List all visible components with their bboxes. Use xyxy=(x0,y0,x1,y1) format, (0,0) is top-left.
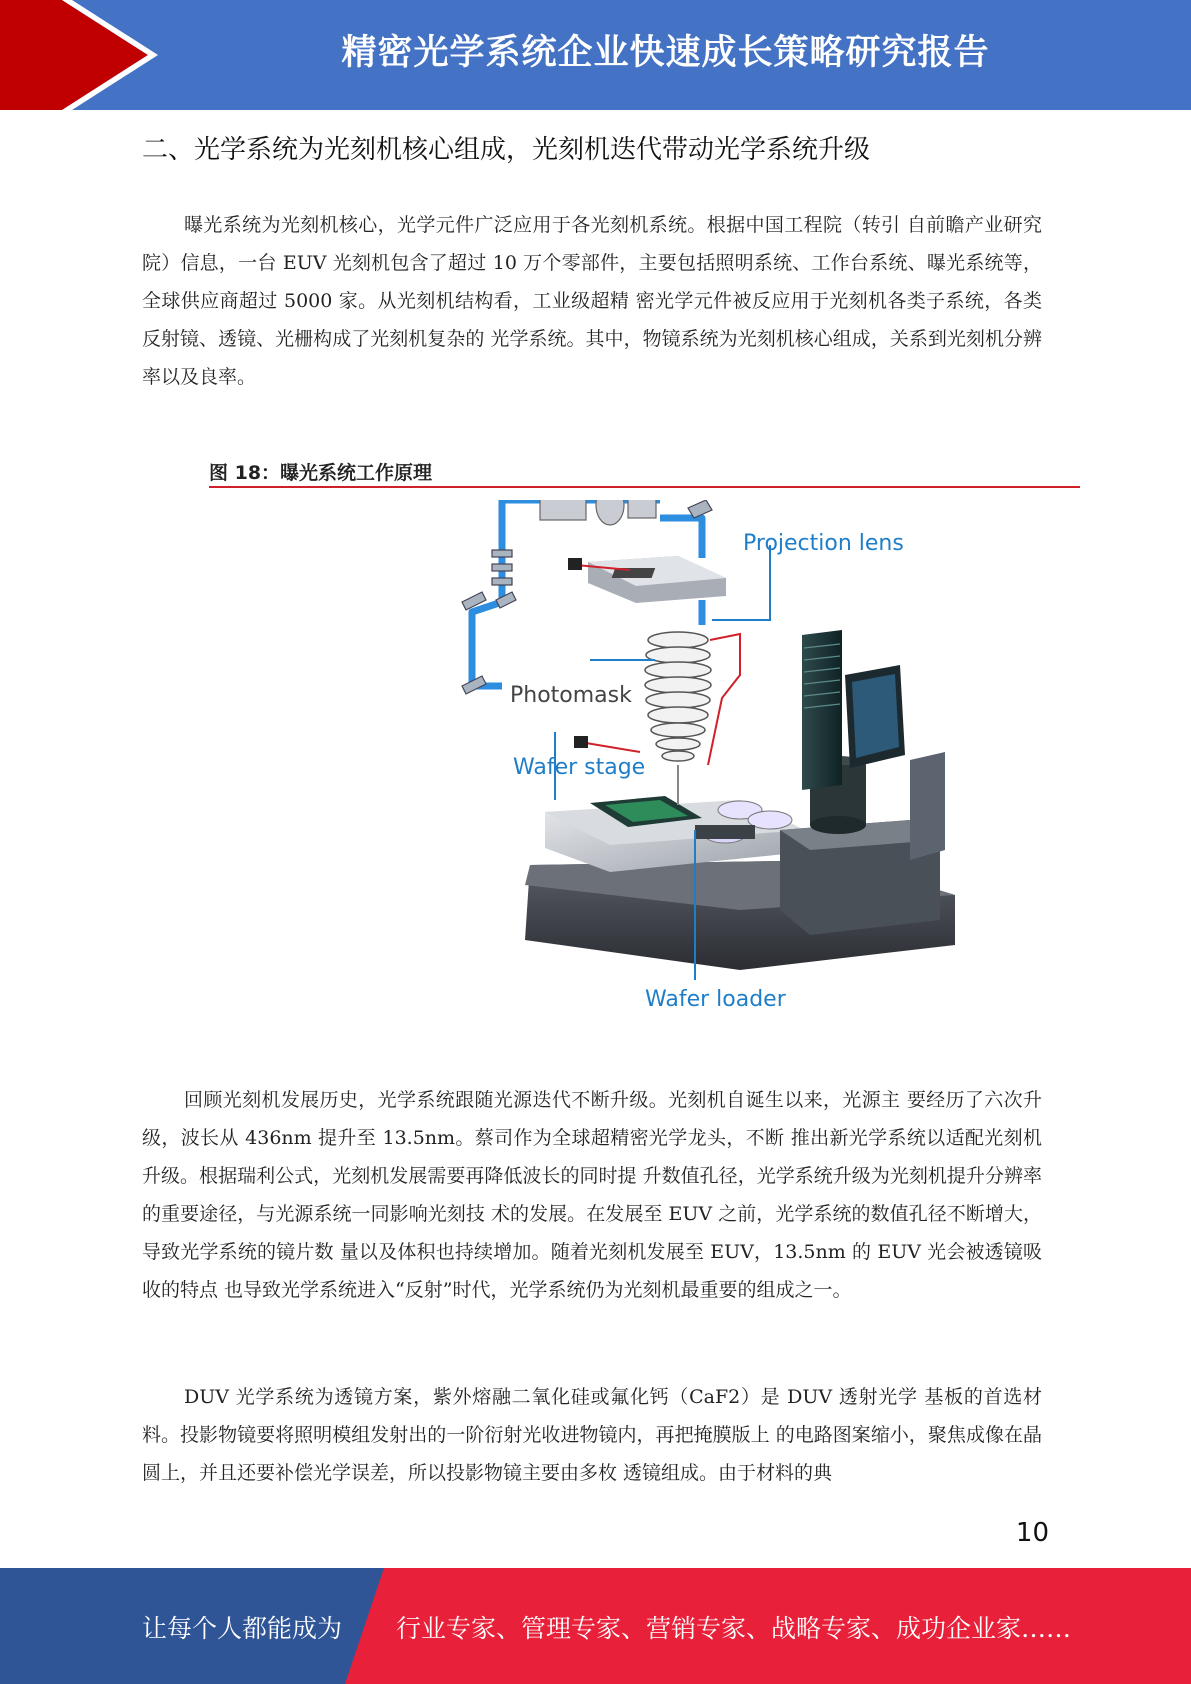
body-paragraph-3: DUV 光学系统为透镜方案，紫外熔融二氧化硅或氟化钙（CaF2）是 DUV 透射光学 基板的首选材料。投影物镜要将照明模组发射出的一阶衍射光收进物镜内，再把掩膜版上 的电路图案缩小，聚焦成像在晶圆上，并且还要补偿光学误差，所以投影物镜主要由多枚 透镜组成。由于材料的典 xyxy=(142,1386,1042,1484)
projection-lens-label: Projection lens xyxy=(743,531,904,556)
body-paragraph-1: 曝光系统为光刻机核心，光学元件广泛应用于各光刻机系统。根据中国工程院（转引 自前瞻产业研究院）信息，一台 EUV 光刻机包含了超过 10 万个零部件，主要包括照明系统、工作台系统、曝光系统等，全球供应商超过 5000 家。从光刻机结构看，工业级超精 密光学元件被反应用于光刻机各类子系统，各类反射镜、透镜、光栅构成了光刻机复杂的 光学系统。其中，物镜系统为光刻机核心组成，关系到光刻机分辨率以及良率。 xyxy=(142,214,1042,388)
page-footer xyxy=(0,1568,1191,1684)
header-chevron-decoration xyxy=(0,0,160,110)
page-header xyxy=(0,0,1191,110)
figure-caption: 图 18：曝光系统工作原理 xyxy=(209,462,433,484)
body-paragraph-2: 回顾光刻机发展历史，光学系统跟随光源迭代不断升级。光刻机自诞生以来，光源主 要经历了六次升级，波长从 436nm 提升至 13.5nm。蔡司作为全球超精密光学龙头，不断 推出新光学系统以适配光刻机升级。根据瑞利公式，光刻机发展需要再降低波长的同时提 升数值孔径，光学系统升级为光刻机提升分辨率的重要途径，与光源系统一同影响光刻技 术的发展。在发展至 EUV 之前，光学系统的数值孔径不断增大，导致光学系统的镜片数 量以及体积也持续增加。随着光刻机发展至 EUV，13.5nm 的 EUV 光会被透镜吸收的特点 也导致光学系统进入“反射”时代，光学系统仍为光刻机最重要的组成之一。 xyxy=(142,1089,1042,1301)
section-heading: 二、光学系统为光刻机核心组成，光刻机迭代带动光学系统升级 xyxy=(142,135,871,165)
report-title: 精密光学系统企业快速成长策略研究报告 xyxy=(341,33,990,73)
wafer-stage-label: Wafer stage xyxy=(513,755,646,780)
page-number: 10 xyxy=(1015,1518,1049,1548)
caption-divider xyxy=(209,486,1080,488)
footer-slogan-left: 让每个人都能成为 xyxy=(142,1614,343,1643)
footer-slogan-right: 行业专家、管理专家、营销专家、战略专家、成功企业家…… xyxy=(396,1614,1072,1643)
wafer-loader-label: Wafer loader xyxy=(645,987,786,1012)
exposure-system-diagram xyxy=(440,500,970,1020)
photomask-label: Photomask xyxy=(510,683,632,708)
